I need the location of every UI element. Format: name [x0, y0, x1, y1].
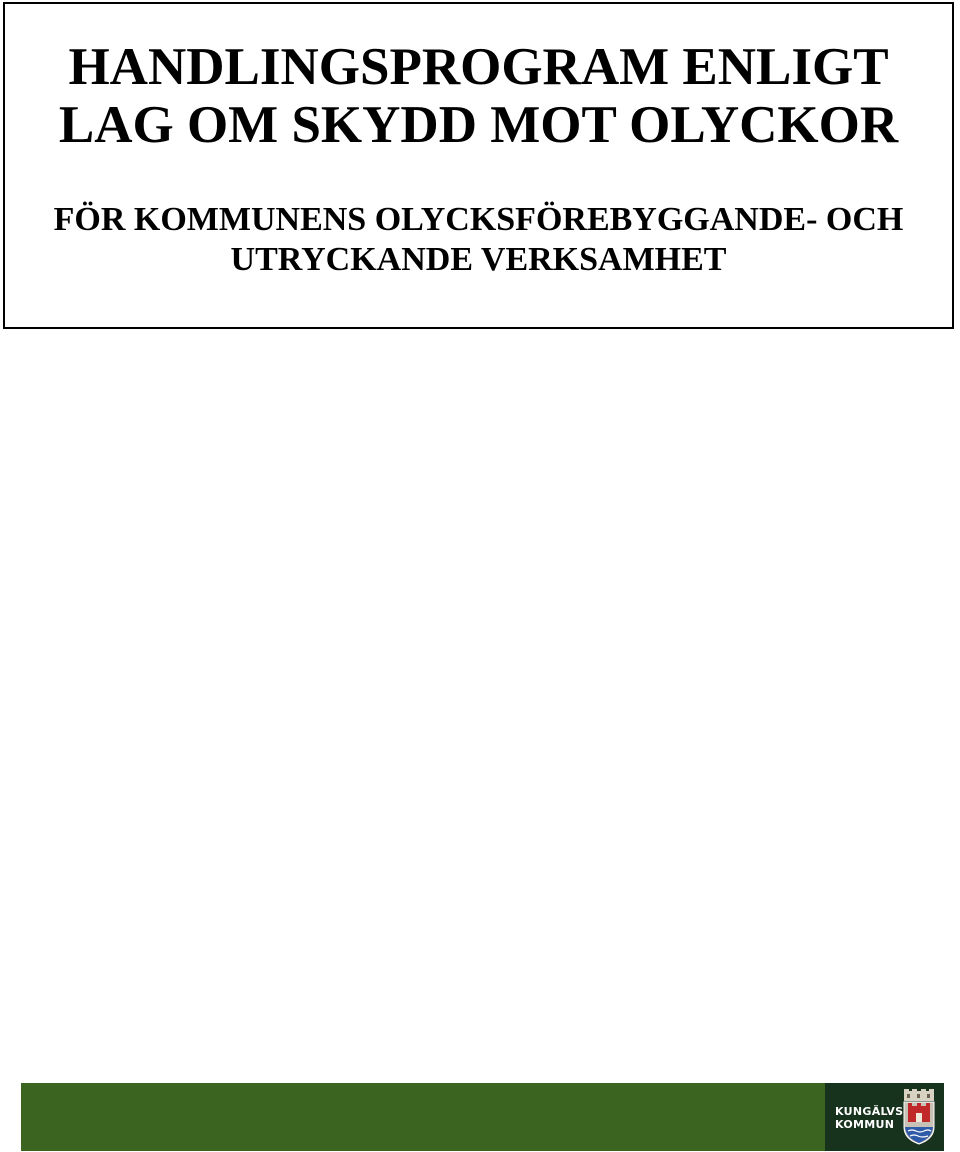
logo-text-line-2: KOMMUN — [835, 1118, 895, 1131]
main-title-line-2: LAG OM SKYDD MOT OLYCKOR — [58, 96, 899, 154]
sub-title-line-1: FÖR KOMMUNENS OLYCKSFÖREBYGGANDE- OCH — [53, 201, 904, 238]
footer-band — [21, 1083, 825, 1151]
municipal-crest-icon — [901, 1089, 937, 1145]
logo-text-line-1: KUNGÄLVS — [835, 1105, 904, 1118]
title-box — [3, 2, 954, 329]
main-title-line-1: HANDLINGSPROGRAM ENLIGT — [68, 38, 889, 96]
municipality-logo — [825, 1083, 944, 1151]
main-title — [5, 38, 952, 154]
sub-title-line-2: UTRYCKANDE VERKSAMHET — [230, 241, 727, 278]
logo-text — [835, 1105, 903, 1131]
sub-title — [5, 200, 952, 280]
